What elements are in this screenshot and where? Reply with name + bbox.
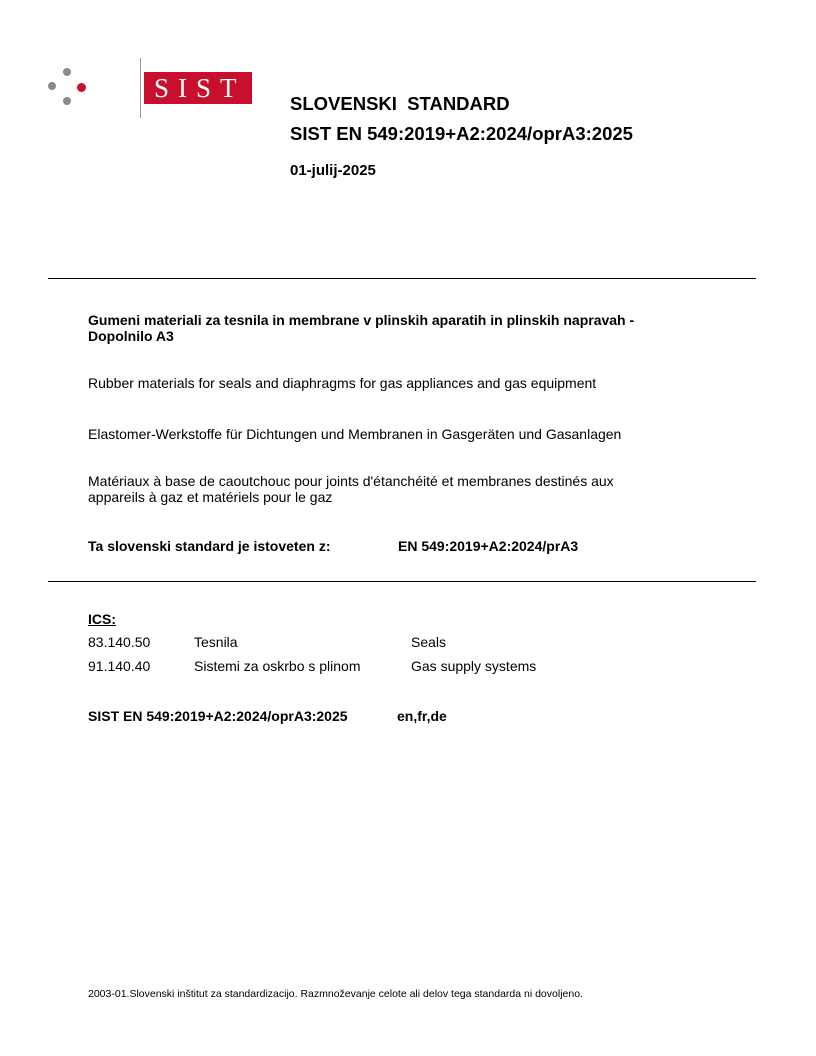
identical-value: EN 549:2019+A2:2024/prA3 — [398, 538, 579, 554]
title-slovenian-line1: Gumeni materiali za tesnila in membrane v plinskih aparatih in plinskih napravah - — [88, 312, 635, 328]
publication-date: 01-julij-2025 — [290, 162, 376, 179]
divider-top — [48, 278, 756, 279]
identical-label: Ta slovenski standard je istoveten z: — [88, 538, 331, 554]
title-german: Elastomer-Werkstoffe für Dichtungen und Membranen in Gasgeräten und Gasanlagen — [88, 426, 622, 442]
title-english: Rubber materials for seals and diaphragms for gas appliances and gas equipment — [88, 375, 597, 391]
logo-divider — [140, 58, 141, 118]
reference-code: SIST EN 549:2019+A2:2024/oprA3:2025 — [88, 708, 348, 724]
title-slovenian-line2: Dopolnilo A3 — [88, 328, 174, 344]
logo-dot — [63, 97, 71, 105]
logo-wordmark: SIST — [144, 72, 252, 104]
ics-code: 91.140.40 — [88, 658, 151, 674]
ics-title-sl: Sistemi za oskrbo s plinom — [194, 658, 361, 674]
copyright-footer: 2003-01.Slovenski inštitut za standardizacijo. Razmnoževanje celote ali delov tega standarda ni dovoljeno. — [88, 988, 583, 1000]
logo-dot-accent — [77, 83, 86, 92]
logo-dot — [63, 68, 71, 76]
ics-title-en: Gas supply systems — [411, 658, 537, 674]
ics-title-sl: Tesnila — [194, 634, 238, 650]
reference-languages: en,fr,de — [397, 708, 447, 724]
divider-bottom — [48, 581, 756, 582]
document-type: SLOVENSKI STANDARD — [290, 93, 510, 114]
logo-dot — [48, 82, 56, 90]
ics-code: 83.140.50 — [88, 634, 151, 650]
ics-row — [88, 658, 608, 676]
title-french-line2: appareils à gaz et matériels pour le gaz — [88, 489, 333, 505]
ics-row — [88, 634, 608, 652]
ics-title-en: Seals — [411, 634, 447, 650]
ics-heading: ICS: — [88, 611, 116, 627]
standard-code: SIST EN 549:2019+A2:2024/oprA3:2025 — [290, 123, 633, 144]
title-french-line1: Matériaux à base de caoutchouc pour joints d'étanchéité et membranes destinés aux — [88, 473, 614, 489]
sist-logo — [48, 58, 246, 118]
